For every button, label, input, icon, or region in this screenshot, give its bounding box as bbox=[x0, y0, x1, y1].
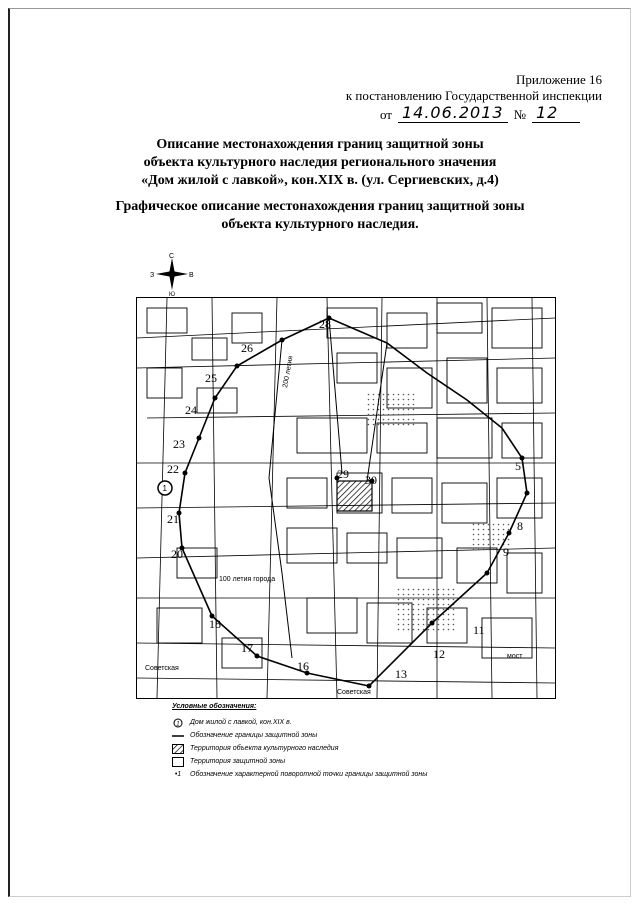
appendix-label: Приложение 16 bbox=[515, 72, 602, 87]
legend-item bbox=[172, 755, 472, 768]
point-label-17: 17 bbox=[241, 641, 253, 655]
street-label-1: Советская bbox=[145, 665, 179, 672]
point-label-21: 21 bbox=[167, 512, 179, 526]
cadastral-map bbox=[136, 297, 556, 699]
point-label-11: 11 bbox=[473, 623, 485, 637]
compass-south: Ю bbox=[169, 292, 176, 296]
decree-date: 14.06.2013 bbox=[398, 103, 508, 123]
map-svg bbox=[137, 298, 555, 698]
hatch-area-icon bbox=[172, 744, 184, 754]
point-label-13: 13 bbox=[395, 667, 407, 681]
legend-text: Дом жилой с лавкой, кон.XIX в. bbox=[190, 719, 292, 726]
point-label-9: 9 bbox=[503, 545, 509, 559]
subtitle-line-2: объекта культурного наследия. bbox=[221, 217, 419, 232]
subtitle-line-1: Графическое описание местонахождения границ защитной зоны bbox=[115, 199, 525, 214]
point-label-30: 30 bbox=[365, 473, 377, 487]
legend-item bbox=[172, 729, 472, 742]
point-label-16: 16 bbox=[297, 659, 309, 673]
legend-item bbox=[172, 768, 472, 781]
point-label-5: 5 bbox=[515, 459, 521, 473]
legend-text: Обозначение границы защитной зоны bbox=[190, 732, 318, 739]
point-label-20: 20 bbox=[171, 547, 183, 561]
compass-east: В bbox=[189, 272, 194, 279]
decree-date-number bbox=[380, 103, 580, 123]
svg-text:1: 1 bbox=[176, 721, 180, 727]
title-line-3: «Дом жилой с лавкой», кон.XIX в. (ул. Сергиевских, д.4) bbox=[141, 173, 499, 188]
point-label-12: 12 bbox=[433, 647, 445, 661]
compass-north: С bbox=[169, 253, 175, 260]
point-label-23: 23 bbox=[173, 437, 185, 451]
legend-item bbox=[172, 742, 472, 755]
legend-item bbox=[172, 716, 472, 729]
title-line-1: Описание местонахождения границ защитной зоны bbox=[156, 137, 484, 152]
point-label-18: 18 bbox=[209, 617, 221, 631]
from-label: от bbox=[379, 107, 392, 122]
svg-text:1: 1 bbox=[162, 484, 167, 493]
building-label-2: 200 летия bbox=[282, 355, 295, 389]
document-title bbox=[0, 136, 640, 190]
point-label-25: 25 bbox=[205, 371, 217, 385]
boundary-line-icon bbox=[172, 731, 184, 741]
number-label: № bbox=[513, 107, 526, 122]
building-label-3: мост bbox=[507, 653, 523, 660]
point-label-28: 28 bbox=[319, 317, 331, 331]
object-marker-icon bbox=[172, 718, 184, 728]
decree-number: 12 bbox=[532, 103, 580, 123]
point-label-29: 29 bbox=[337, 467, 349, 481]
turning-point-icon: •1 bbox=[174, 771, 182, 778]
point-label-26: 26 bbox=[241, 341, 253, 355]
point-label-8: 8 bbox=[517, 519, 523, 533]
building-label-1: 100 летия города bbox=[219, 576, 276, 583]
legend-text: Территория защитной зоны bbox=[190, 758, 286, 765]
legend-text: Обозначение характерной поворотной точки границы защитной зоны bbox=[190, 771, 428, 778]
street-label-2: Советская bbox=[337, 689, 371, 696]
graphic-subtitle bbox=[0, 198, 640, 234]
compass-west: З bbox=[150, 272, 155, 279]
decree-label: к постановлению Государственной инспекции bbox=[345, 88, 602, 103]
legend-text: Территория объекта культурного наследия bbox=[190, 745, 339, 752]
protection-zone-box-icon bbox=[172, 757, 184, 767]
title-line-2: объекта культурного наследия регионального значения bbox=[143, 155, 497, 170]
compass-rose-icon bbox=[150, 252, 194, 296]
point-label-24: 24 bbox=[185, 403, 197, 417]
legend-title: Условные обозначения: bbox=[172, 703, 257, 710]
map-legend bbox=[172, 703, 472, 781]
point-label-22: 22 bbox=[167, 462, 179, 476]
